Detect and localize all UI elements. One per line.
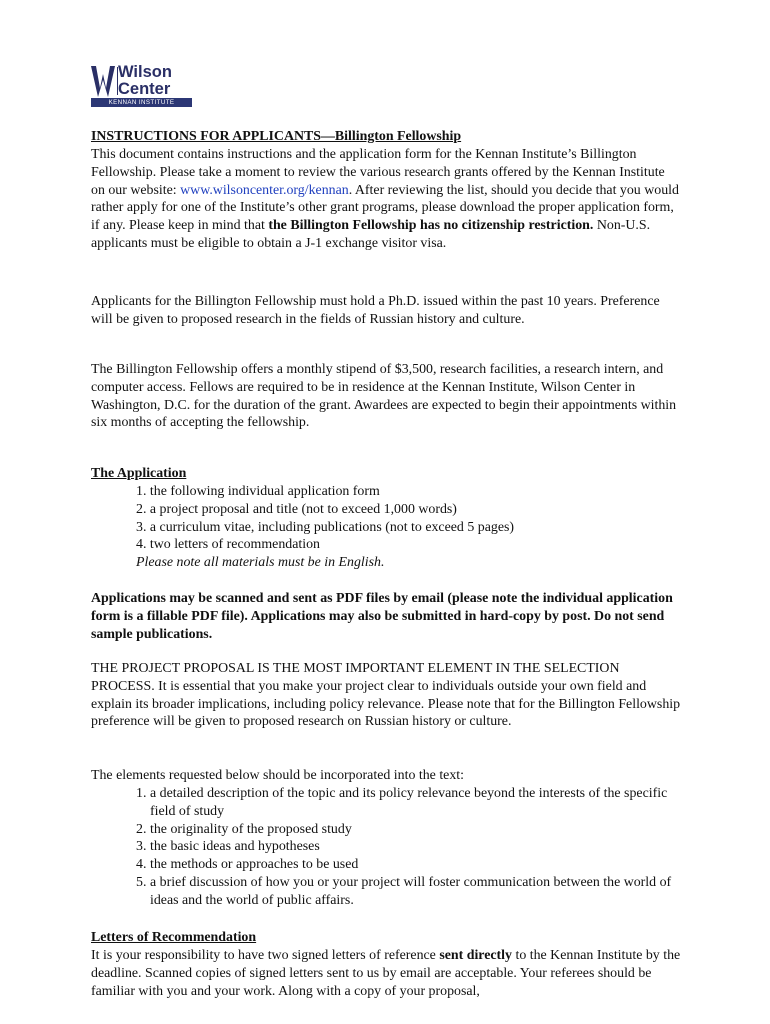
stipend-paragraph: The Billington Fellowship offers a monthly stipend of $3,500, research facilities, a research intern, and computer access. Fellows are required to be in residence at the Kennan Institute, Wilson Center in Washington, D.C. for the duration of the grant. Awardees are expected to begin their appointments within six months of accepting the fellowship. — [91, 362, 677, 431]
list-item — [136, 874, 681, 910]
letters-paragraph — [91, 947, 681, 1000]
elements-list — [136, 785, 681, 910]
wilson-w-icon — [91, 66, 115, 97]
list-item — [136, 856, 681, 874]
list-item — [136, 838, 681, 856]
intro-text-3: Non-U.S. applicants must be eligible to obtain a J-1 exchange visitor visa. — [91, 218, 651, 251]
letters-text-1: It is your responsibility to have two signed letters of reference — [91, 948, 440, 963]
item-text: the methods or approaches to be used — [150, 857, 359, 873]
wilson-center-logo — [91, 64, 195, 108]
proposal-paragraph: THE PROJECT PROPOSAL IS THE MOST IMPORTANT ELEMENT IN THE SELECTION PROCESS. It is essential that you make your project clear to individuals outside your own field and explain its broader implications, including policy relevance. Please note that for the Billington Fellowship preference will be given to proposed research on Russian history or culture. — [91, 661, 681, 730]
item-number: 4. — [136, 857, 147, 873]
item-number: 3. — [136, 839, 147, 855]
application-heading: The Application — [91, 466, 187, 481]
elements-intro: The elements requested below should be incorporated into the text: — [91, 768, 465, 783]
submission-paragraph: Applications may be scanned and sent as PDF files by email (please note the individual application form is a fillable PDF file). Applications may also be submitted in hard-copy by post. Do not send sample publications. — [91, 591, 673, 642]
list-item: 2. a project proposal and title (not to exceed 1,000 words) — [136, 501, 457, 517]
list-item: 3. a curriculum vitae, including publications (not to exceed 5 pages) — [136, 519, 515, 535]
eligibility-paragraph: Applicants for the Billington Fellowship must hold a Ph.D. issued within the past 10 years. Preference will be given to proposed research in the fields of Russian history and culture. — [91, 294, 660, 327]
intro-paragraph — [91, 146, 681, 253]
item-number: 5. — [136, 874, 147, 890]
item-number: 2. — [136, 821, 147, 837]
page-title: INSTRUCTIONS FOR APPLICANTS—Billington Fellowship — [91, 129, 462, 144]
list-item — [136, 785, 681, 821]
logo-word-center: Center — [118, 80, 171, 98]
letters-heading: Letters of Recommendation — [91, 930, 257, 945]
citizenship-note: the Billington Fellowship has no citizenship restriction. — [268, 218, 594, 234]
list-item — [136, 821, 681, 839]
item-text: a brief discussion of how you or your project will foster communication between the world of ideas and the world of public affairs. — [150, 874, 672, 908]
intro-text-1: This document contains instructions and the application form for the Kennan Institute’s Billington Fellowship. Please take a moment to review the various research grants offered by the Kennan Institute on our website: — [91, 147, 665, 198]
item-number: 1. — [136, 786, 147, 801]
logo-band-kennan: KENNAN INSTITUTE — [91, 98, 192, 107]
item-text: the originality of the proposed study — [150, 821, 352, 837]
sent-directly-emphasis: sent directly — [439, 948, 512, 963]
item-text: the basic ideas and hypotheses — [150, 839, 320, 855]
intro-text-2: . After reviewing the list, should you decide that you would rather apply for one of the Institute’s other grant programs, please download the proper application form, if any. Please keep in mind that — [91, 182, 679, 234]
letters-text-2: to the Kennan Institute by the deadline. Scanned copies of signed letters sent to us by email are acceptable. Your referees should be familiar with you and your work. Along with a copy of your proposal, — [91, 948, 681, 999]
kennan-website-link[interactable]: www.wilsoncenter.org/kennan — [180, 182, 349, 198]
application-list — [136, 483, 681, 572]
list-item: 4. two letters of recommendation — [136, 537, 320, 553]
logo-word-wilson: Wilson — [118, 63, 172, 81]
english-note: Please note all materials must be in English. — [136, 555, 385, 571]
list-item: 1. the following individual application form — [136, 484, 380, 499]
item-text: a detailed description of the topic and its policy relevance beyond the interests of the specific field of study — [150, 786, 668, 819]
